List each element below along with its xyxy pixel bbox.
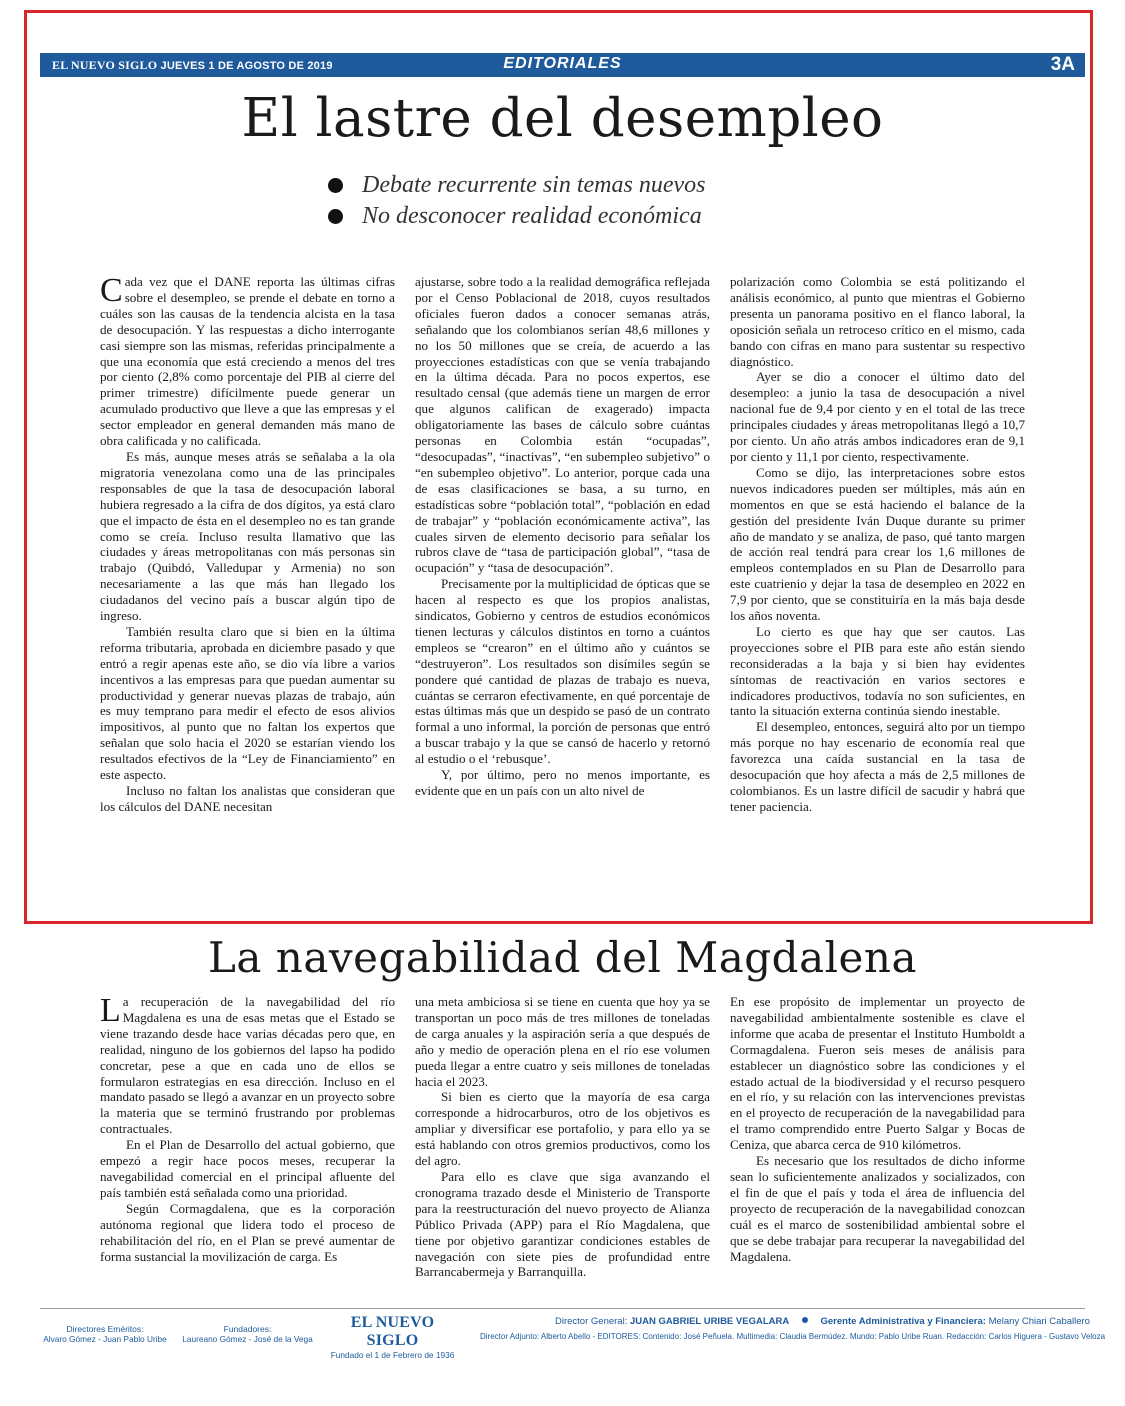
footer-divider bbox=[40, 1308, 1085, 1309]
editorial1-body bbox=[100, 274, 1025, 815]
paragraph: Como se dijo, las interpretaciones sobre estos nuevos indicadores pueden ser múltiples, más aún en momentos en que se está haciendo el balance de la gestión del presidente Iván Duque durante su primer año de mandato y se analiza, de paso, qué tanto margen de acción real tendrá para crear los 1,6 millones de empleos contemplados en su Plan de Desarrollo para este cuatrienio y dejar la tasa de desempleo en 2022 en 7,9 por ciento, que se constituiría en la más baja desde los años noventa. bbox=[730, 464, 1025, 624]
paragraph-text: a recuperación de la navegabilidad del río Magdalena es una de esas metas que el Estado se viene trazando desde hace varias décadas pero que, en realidad, ninguno de los gobiernos del lapso ha podido concretar, pese a que en cada uno de ellos se formularon estrategias en esa dirección. Incluso en el mandato pasado se llegó a avanzar en un proyecto sobre la materia que se terminó frustrando por problemas contractuales. bbox=[100, 994, 395, 1137]
bullet-text: Debate recurrente sin temas nuevos bbox=[362, 172, 706, 198]
newspaper-logo: EL NUEVO SIGLO bbox=[350, 1314, 435, 1349]
fundadores-block bbox=[180, 1324, 315, 1344]
paragraph: Según Cormagdalena, que es la corporación autónoma regional que lidera todo el proceso de rehabilitación del río, en el Plan se prevé aumentar de forma sustancial la movilización de carga. Es bbox=[100, 1200, 395, 1264]
paragraph: una meta ambiciosa si se tiene en cuenta que hoy ya se transportan un poco más de tres millones de toneladas de carga anuales y la aspiración sería a que después de año y medio de operación plena en el río ese volumen pueda llegar a entre cuatro y seis millones de toneladas hacia el 2023. bbox=[415, 994, 710, 1089]
paragraph: Incluso no faltan los analistas que consideran que los cálculos del DANE necesitan bbox=[100, 783, 395, 814]
header-brand: EL NUEVO SIGLO bbox=[52, 58, 158, 72]
separator-dot-icon bbox=[802, 1317, 808, 1323]
emeritos-names: Alvaro Gómez - Juan Pablo Uribe bbox=[43, 1334, 167, 1344]
fundadores-names: Laureano Gómez - José de la Vega bbox=[182, 1334, 313, 1344]
emeritos-label: Directores Eméritos: bbox=[66, 1324, 144, 1334]
page-number: 3A bbox=[1050, 54, 1075, 75]
masthead-footer bbox=[40, 1312, 1106, 1360]
section-title: EDITORIALES bbox=[503, 55, 622, 72]
gerente-label: Gerente Administrativa y Financiera: bbox=[820, 1316, 986, 1327]
paragraph: En el Plan de Desarrollo del actual gobierno, que empezó a regir hace pocos meses, recuperar la navegabilidad comercial en el principal afluente del país también está señalada como una prioridad. bbox=[100, 1137, 395, 1200]
paragraph: Precisamente por la multiplicidad de ópticas que se hacen al respecto es que los propios analistas, sindicatos, Gobierno y centros de estudios económicos tienen lecturas y cálculos distintos en torno a cuántos empleos se “crearon” en el último año y cuántos se “destruyeron”. Los resultados son disímiles según se pondere qué cantidad de plazas de trabajo es nueva, cuántas se cerraron efectivamente, en qué porcentaje de estas últimas más que un despido se pasó de un contrato formal a uno informal, la porción de personas que entró a buscar trabajo y la que se cansó de hacerlo y retornó al estudio o el ‘rebusque’. bbox=[415, 576, 710, 767]
editorial2-col2 bbox=[415, 994, 710, 1280]
paragraph: También resulta claro que si bien en la última reforma tributaria, aprobada en diciembre pasado y que entró a regir apenas este año, se dio vía libre a varios incentivos a las empresas para que puedan aumentar su productividad y generar nuevas plazas de trabajo, aún es muy temprano para medir el efecto de esos alivios impositivos, al punto que no faltan los expertos que señalan que solo hacia el 2020 se estarían viendo los resultados efectivos de la “Ley de Financiamiento” en este aspecto. bbox=[100, 623, 395, 783]
paragraph: polarización como Colombia se está politizando el análisis económico, al punto que mientras el Gobierno presenta un panorama positivo en el flanco laboral, la oposición señala un retroceso crítico en el mismo, cada bando con cifras en mano para sustentar su respectivo diagnóstico. bbox=[730, 274, 1025, 369]
editorial1-col2 bbox=[415, 274, 710, 815]
dropcap: C bbox=[100, 272, 123, 309]
paragraph-text: ada vez que el DANE reporta las últimas cifras sobre el desempleo, se prende el debate en torno a cuáles son las causas de la tendencia alcista en la tasa de desocupación. Y las respuestas a dicho interrogante casi siempre son las mismas, referidas principalmente a que una economía que está creciendo a menos del tres por ciento (2,8% como porcentaje del PIB al cierre del primer trimestre) difícilmente puede generar un acumulado productivo que lleve a que las empresas y el sector empleador en general demanden más mano de obra calificada y no calificada. bbox=[100, 274, 395, 449]
paragraph bbox=[100, 274, 395, 449]
header-date: JUEVES 1 DE AGOSTO DE 2019 bbox=[160, 60, 333, 72]
editorial1-col3 bbox=[730, 274, 1025, 815]
director-name: JUAN GABRIEL URIBE VEGALARA bbox=[629, 1316, 790, 1327]
editorial2-title: La navegabilidad del Magdalena bbox=[208, 933, 917, 982]
dropcap: L bbox=[100, 992, 121, 1029]
paragraph bbox=[100, 994, 395, 1137]
bullet-text: No desconocer realidad económica bbox=[362, 203, 702, 229]
fundadores-label: Fundadores: bbox=[223, 1324, 272, 1334]
bullet-item bbox=[328, 170, 705, 201]
logo-block bbox=[325, 1314, 460, 1360]
gerente-name: Melany Chiari Caballero bbox=[988, 1316, 1090, 1327]
paragraph: Y, por último, pero no menos importante, es evidente que en un país con un alto nivel de bbox=[415, 767, 710, 798]
editorial1-title: El lastre del desempleo bbox=[241, 88, 884, 149]
bullet-dot-icon bbox=[328, 178, 343, 193]
paragraph: Es más, aunque meses atrás se señalaba a la ola migratoria venezolana como una de las principales responsables de que la tasa de desocupación laboral hubiera regresado a la cifra de dos dígitos, ya está claro que el impacto de ésta en el desempleo no es tan grande como se creía. Incluso resulta llamativo que las ciudades y áreas metropolitanas con más personas sin trabajo (Quibdó, Valledupar y Armenia) no son necesariamente a las que más han llegado los ciudadanos del vecino país a buscar algún tipo de ingreso. bbox=[100, 448, 395, 624]
editorial2-body bbox=[100, 994, 1025, 1280]
paragraph: Es necesario que los resultados de dicho informe sean lo suficientemente analizados y socializados, con el fin de que el país y toda el área de influencia del proyecto de recuperación de la navegabilidad conozcan cuál es el marco de sostenibilidad ambiental sobre el que se debe trabajar para recuperar la navegabilidad del Magdalena. bbox=[730, 1153, 1025, 1264]
paragraph: El desempleo, entonces, seguirá alto por un tiempo más porque no hay escenario de economía real que favorezca una caída sustancial en la tasa de desocupación que hoy afecta a más de 2,5 millones de colombianos. Es un lastre difícil de sacudir y habrá que tener paciencia. bbox=[730, 719, 1025, 814]
director-label: Director General: bbox=[555, 1316, 628, 1327]
bullet-dot-icon bbox=[328, 209, 343, 224]
staff-line: Director Adjunto: Alberto Abello - EDITORES: Contenido: José Peñuela. Multimedia: Claudia Bermúdez. Mundo: Pablo Uribe Ruan. Redacción: Carlos Higuera - Gustavo Veloza bbox=[480, 1332, 1106, 1341]
editorial2-col1 bbox=[100, 994, 395, 1280]
bullet-item bbox=[328, 201, 705, 232]
paragraph: En ese propósito de implementar un proyecto de navegabilidad ambientalmente sostenible es clave el informe que acaba de presentar el Instituto Humboldt a Cormagdalena. Fueron seis meses de análisis para establecer un diagnóstico sobre las condiciones y el estado actual de la biodiversidad y el recurso pesquero en el río, y su relación con las intervenciones previstas en el proyecto de recuperación de la navegabilidad para el tramo comprendido entre Puerto Salgar y Bocas de Ceniza, que abarca cerca de 910 kilómetros. bbox=[730, 994, 1025, 1153]
paragraph: ajustarse, sobre todo a la realidad demográfica reflejada por el Censo Poblacional de 2018, cuyos resultados oficiales fueron dados a conocer semanas atrás, señalando que los colombianos serían 48,6 millones y no los 50 millones que se creía, de acuerdo a las proyecciones estadísticas con que se venía trabajando en la última década. Para no pocos expertos, ese resultado censal (que además tiene un margen de error que algunos califican de exagerado) impacta obligatoriamente las bases de cálculo sobre cuántas personas en Colombia están “ocupadas”, “desocupadas”, “inactivas”, “en subempleo subjetivo” o “en subempleo objetivo”. Lo anterior, porque cada una de esas clasificaciones se basa, a su turno, en estadísticas sobre “población total”, “población en edad de trabajar” y “población económicamente activa”, las cuales sirven de elemento decisorio para señalar los rubros clave de “tasa de participación global”, “tasa de ocupación” y “tasa de desocupación”. bbox=[415, 274, 710, 576]
paragraph: Para ello es clave que siga avanzando el cronograma trazado desde el Ministerio de Transporte para la reestructuración del nuevo proyecto de Alianza Público Privada (APP) para el Río Magdalena, que tiene por objetivo garantizar condiciones estables de navegación con siete pies de profundidad entre Barrancabermeja y Barranquilla. bbox=[415, 1168, 710, 1280]
founded-date: Fundado el 1 de Febrero de 1936 bbox=[330, 1350, 455, 1360]
director-line bbox=[555, 1316, 1090, 1327]
editorial1-col1 bbox=[100, 274, 395, 815]
emeritos-block bbox=[40, 1324, 170, 1344]
paragraph: Ayer se dio a conocer el último dato del desempleo: a junio la tasa de desocupación a nivel nacional fue de 9,4 por ciento y en el total de las trece principales ciudades y áreas metropolitanas llegó a 10,7 por ciento. Un año atrás ambos indicadores eran de 9,1 por ciento y 11,1 por ciento, respectivamente. bbox=[730, 369, 1025, 464]
editorial2-col3 bbox=[730, 994, 1025, 1280]
paragraph: Lo cierto es que hay que ser cautos. Las proyecciones sobre el PIB para este año están siendo reconsideradas a la baja y si bien hay evidentes síntomas de reactivación en varios sectores e indicadores productivos, todavía no son suficientes, en tanto la situación externa continúa siendo inestable. bbox=[730, 623, 1025, 719]
paragraph: Si bien es cierto que la mayoría de esa carga corresponde a hidrocarburos, otro de los objetivos es ampliar y diversificar ese portafolio, y para ello ya se está hablando con otros gremios productivos, como los del agro. bbox=[415, 1089, 710, 1169]
page-header-bar bbox=[40, 53, 1085, 77]
editorial1-bullets bbox=[328, 170, 705, 232]
